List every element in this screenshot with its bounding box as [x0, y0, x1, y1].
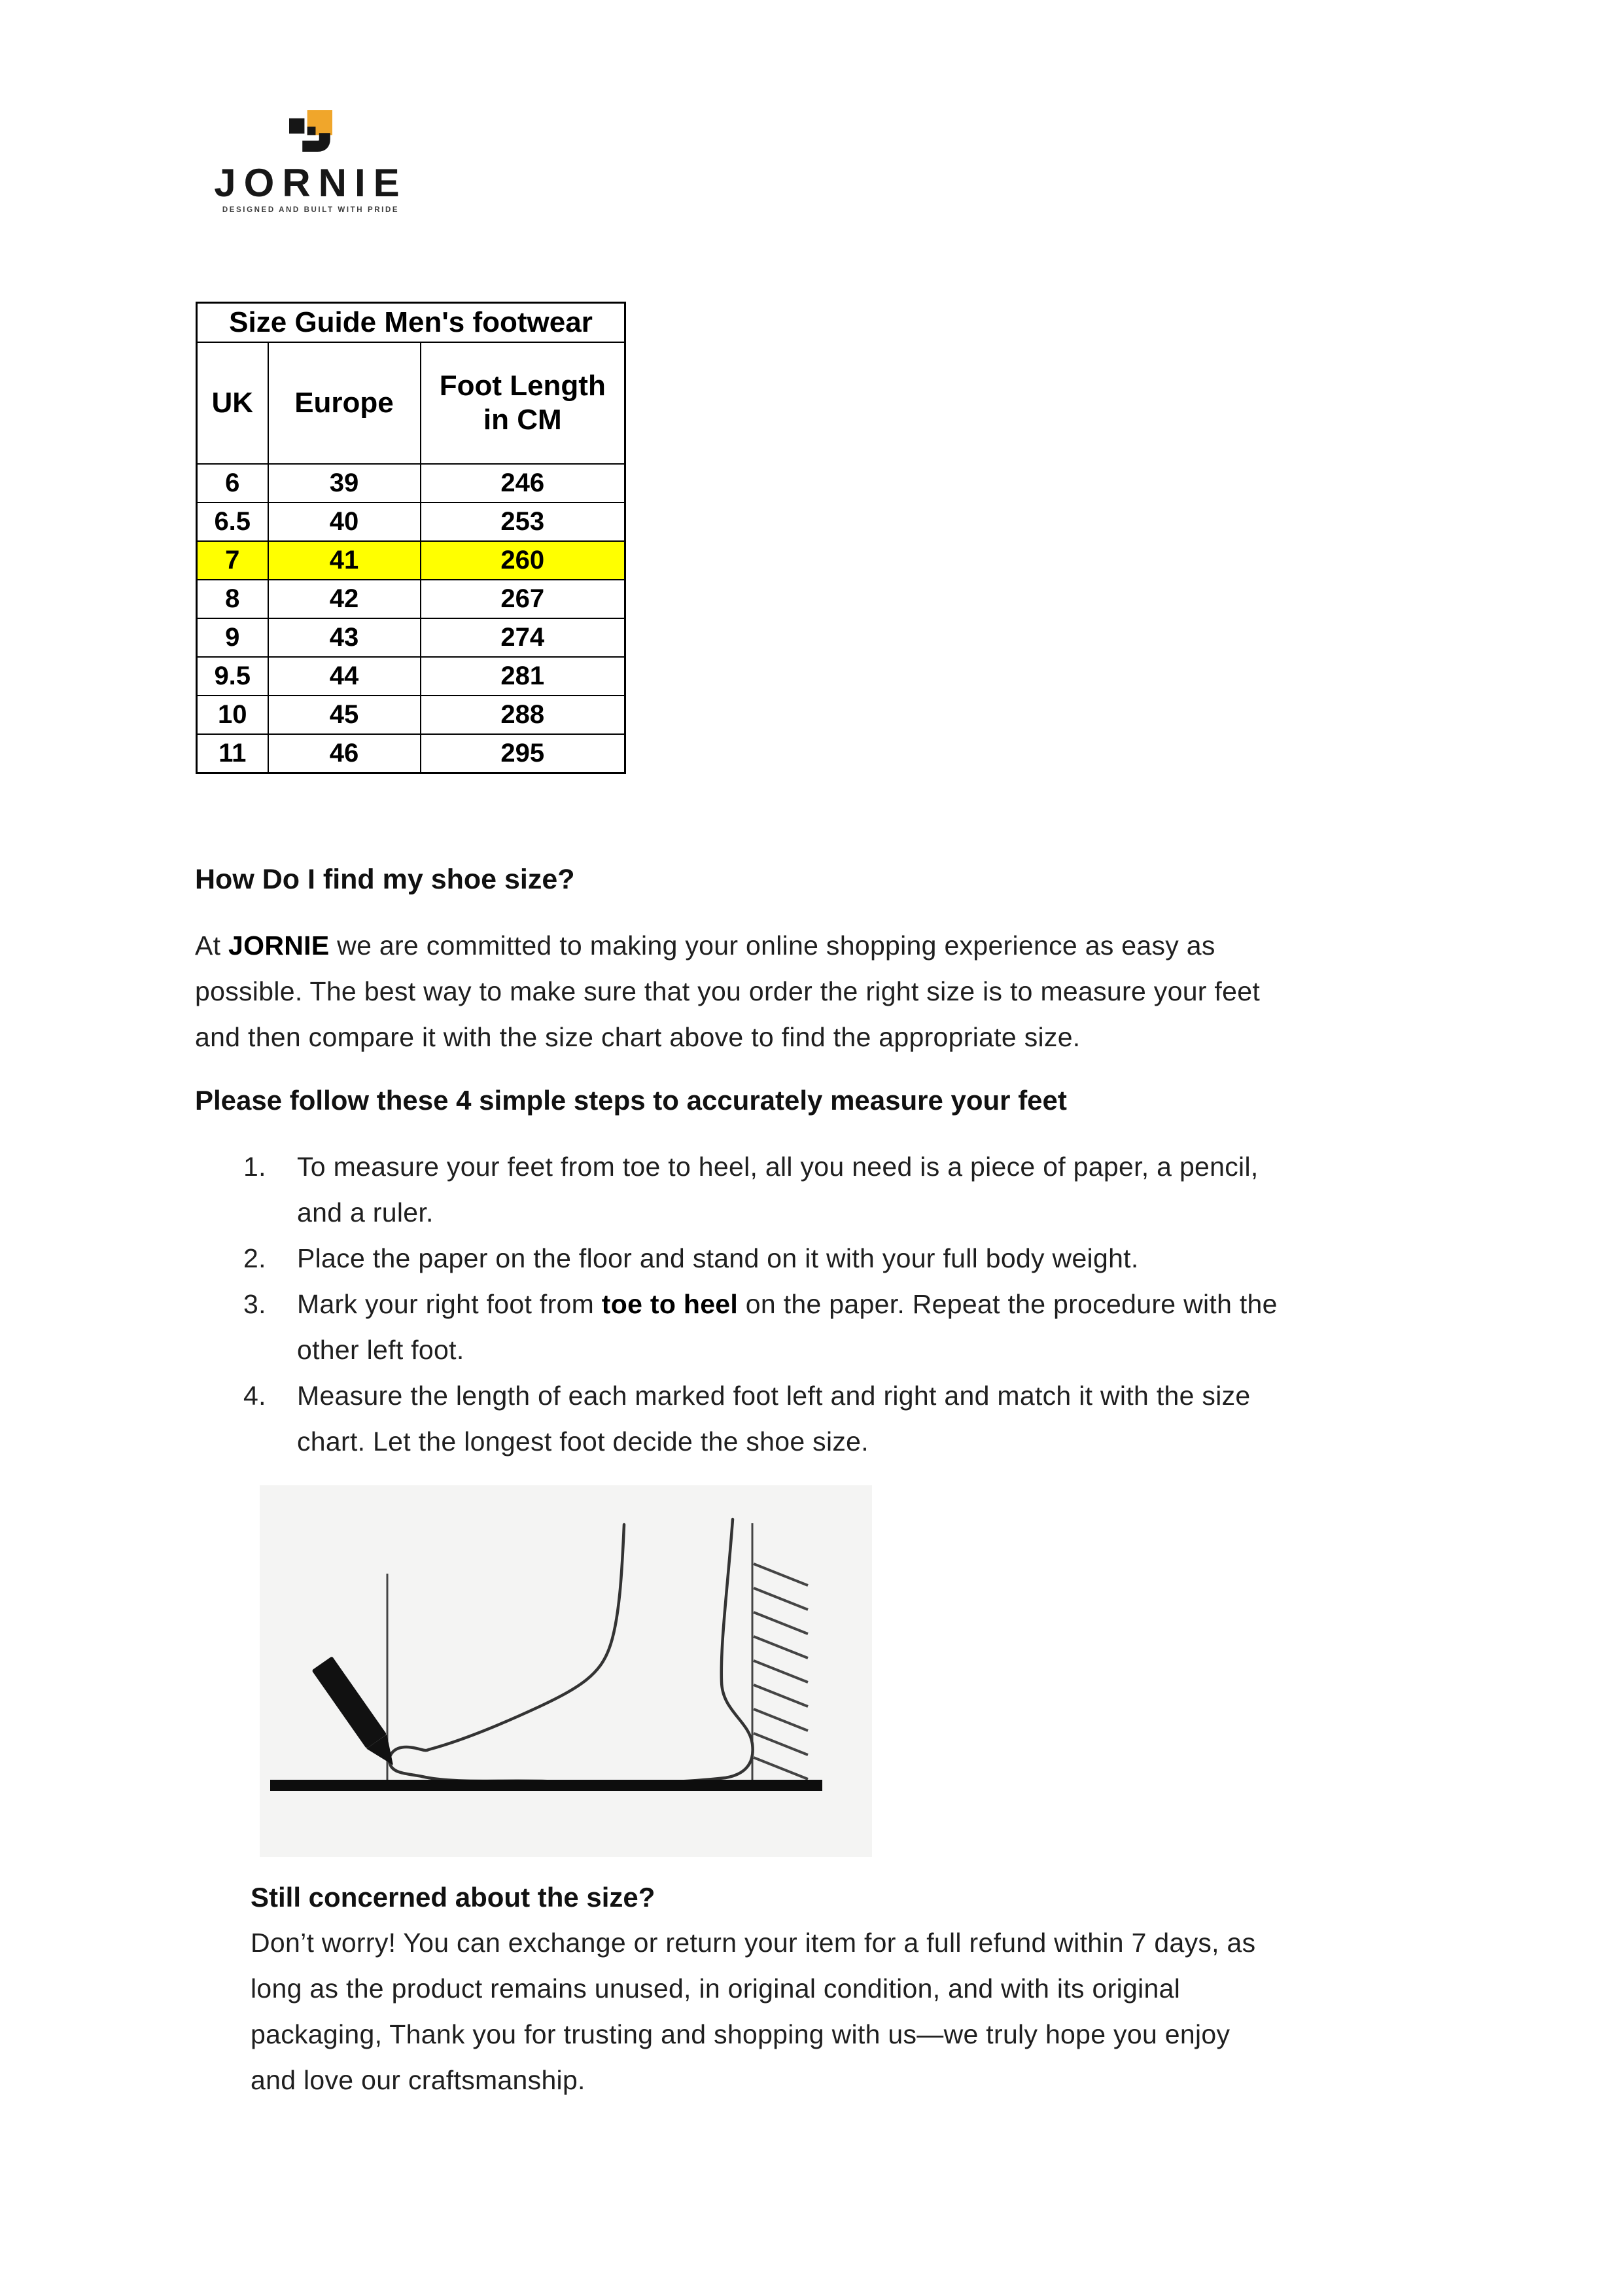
column-header-uk: UK [197, 342, 268, 464]
text-line: Place the paper on the floor and stand on it with your full body weight. [297, 1243, 1139, 1273]
text-line: Don’t worry! You can exchange or return your item for a full refund within 7 days, as [251, 1928, 1256, 1958]
step-item-1 [243, 1144, 1278, 1235]
text-line: chart. Let the longest foot decide the shoe size. [297, 1426, 869, 1457]
step-item-2 [243, 1235, 1278, 1281]
text-line: At JORNIE we are committed to making your online shopping experience as easy as [195, 930, 1215, 961]
size-row: 11 46 295 [197, 734, 625, 773]
step-number: 2. [243, 1243, 266, 1273]
brand-logo [211, 110, 411, 214]
concerned-heading: Still concerned about the size? [251, 1882, 655, 1913]
text-line: Mark your right foot from toe to heel on the paper. Repeat the procedure with the [297, 1289, 1278, 1319]
size-table-title: Size Guide Men's footwear [197, 303, 625, 343]
step-number: 1. [243, 1152, 266, 1182]
foot-measurement-figure [260, 1485, 872, 1857]
step-item-4 [243, 1373, 1278, 1464]
how-to-paragraph [195, 923, 1260, 1060]
brand-tagline: DESIGNED AND BUILT WITH PRIDE [222, 206, 400, 214]
size-row: 6 39 246 [197, 464, 625, 503]
text-line: long as the product remains unused, in original condition, and with its original [251, 1973, 1181, 2004]
concerned-paragraph [251, 1920, 1255, 2103]
measure-steps-list [243, 1144, 1278, 1464]
size-row: 10 45 288 [197, 696, 625, 734]
size-row: 9 43 274 [197, 618, 625, 657]
text-line: and a ruler. [297, 1197, 434, 1227]
step-number: 4. [243, 1381, 266, 1411]
step-item-3 [243, 1281, 1278, 1373]
text-line: and then compare it with the size chart above to find the appropriate size. [195, 1022, 1081, 1052]
size-row: 8 42 267 [197, 580, 625, 618]
steps-heading: Please follow these 4 simple steps to accurately measure your feet [195, 1085, 1067, 1116]
text-line: possible. The best way to make sure that you order the right size is to measure your feet [195, 976, 1261, 1006]
size-table-header-row [197, 342, 625, 464]
text-line: To measure your feet from toe to heel, all you need is a piece of paper, a pencil, [297, 1152, 1259, 1182]
column-header-foot-length: Foot Length in CM [421, 342, 625, 464]
text-line: Measure the length of each marked foot left and right and match it with the size [297, 1381, 1251, 1411]
step-number: 3. [243, 1289, 266, 1319]
column-header-europe: Europe [268, 342, 421, 464]
text-line: and love our craftsmanship. [251, 2065, 585, 2095]
text-line: packaging, Thank you for trusting and shopping with us—we truly hope you enjoy [251, 2019, 1230, 2049]
floor-baseline [270, 1780, 822, 1791]
size-row-highlighted: 7 41 260 [197, 541, 625, 580]
size-guide-table [196, 302, 626, 774]
text-line: other left foot. [297, 1335, 464, 1365]
size-row: 9.5 44 281 [197, 657, 625, 696]
size-row: 6.5 40 253 [197, 503, 625, 541]
jornie-j-mark-icon [289, 110, 332, 152]
size-table-title-row [197, 303, 625, 343]
how-to-heading: How Do I find my shoe size? [195, 864, 575, 895]
brand-wordmark: JORNIE [214, 161, 408, 205]
